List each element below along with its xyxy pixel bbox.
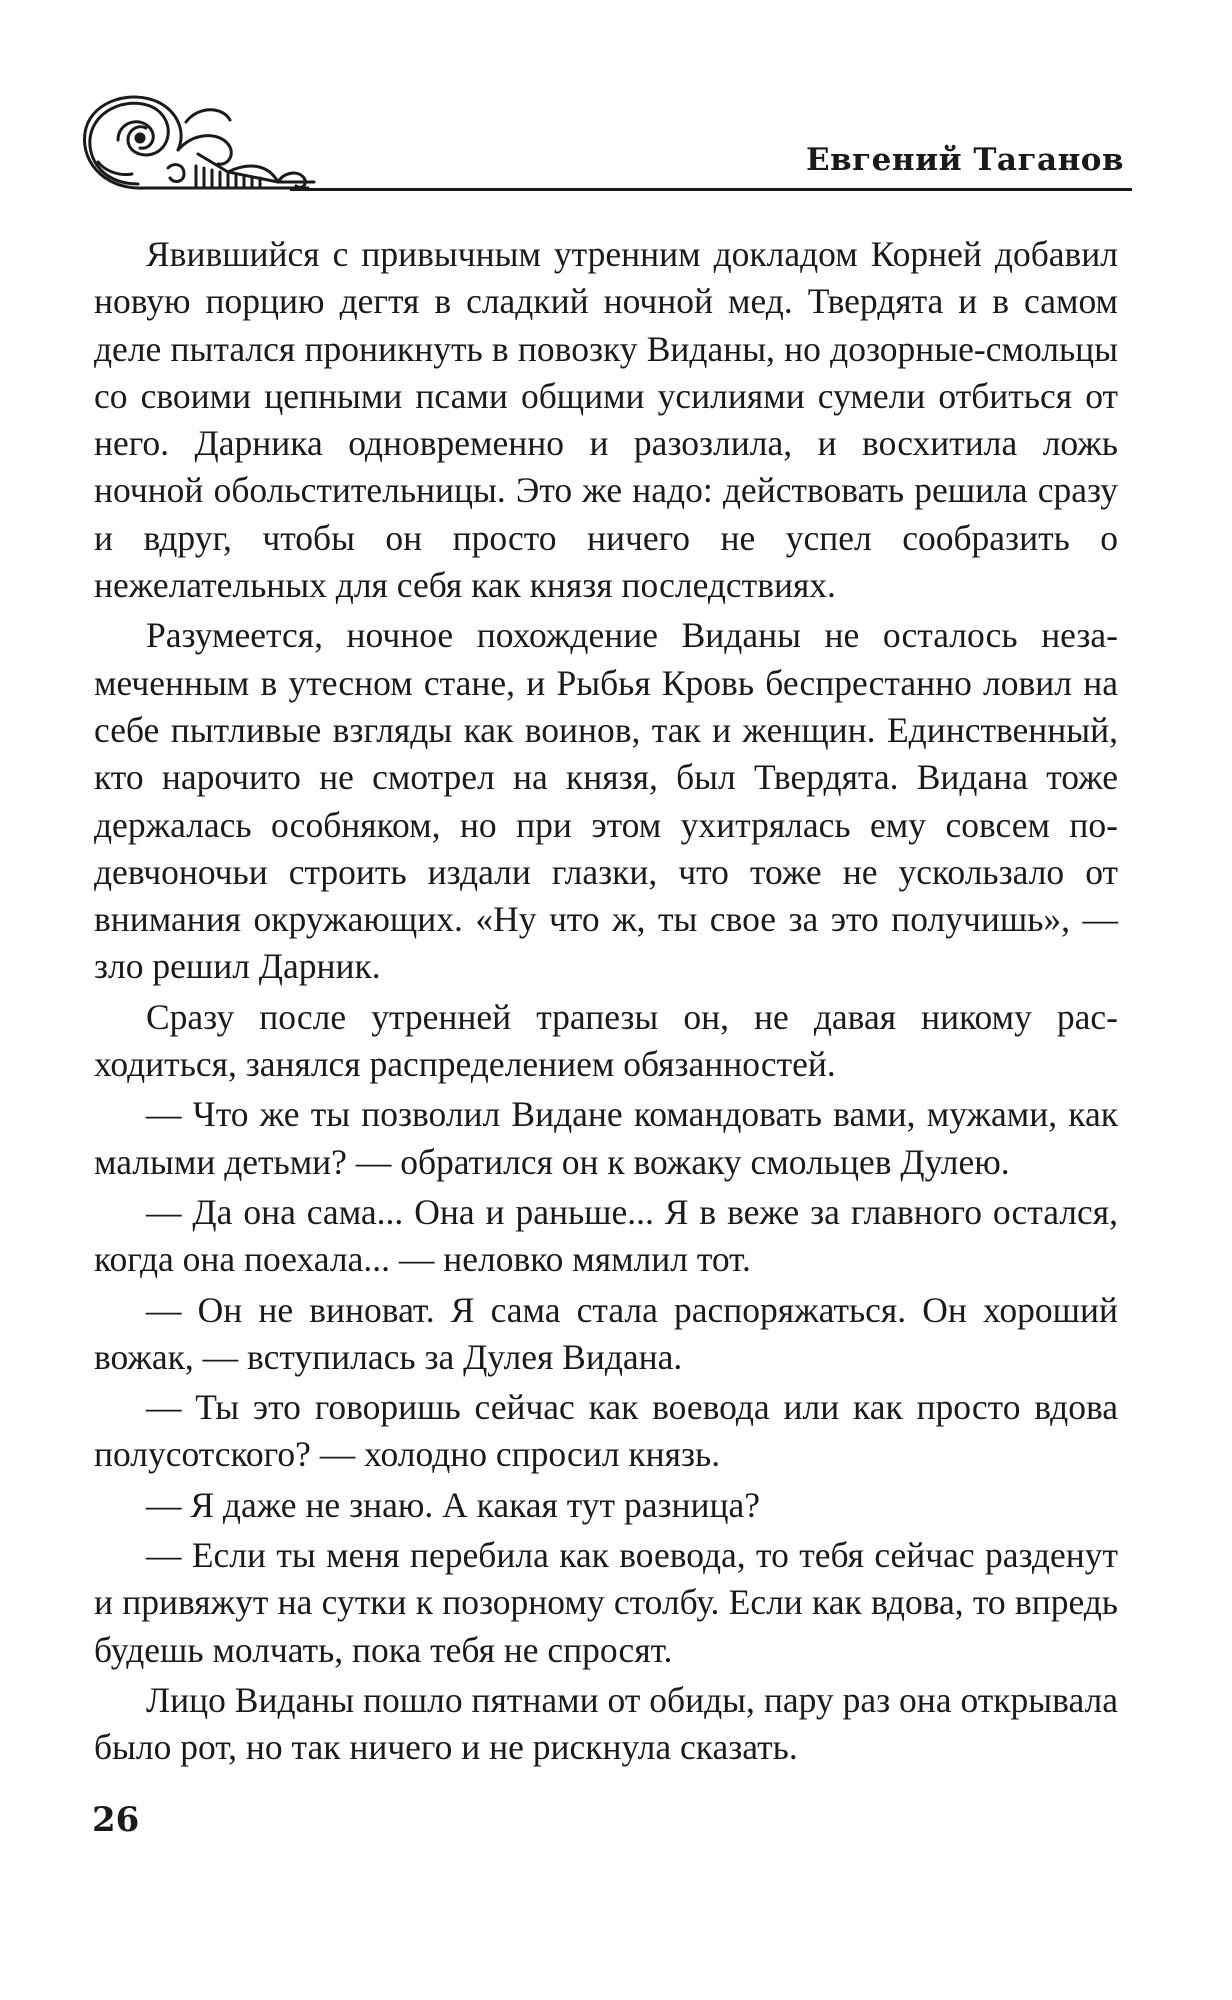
paragraph: Лицо Виданы пошло пятнами от обиды, пару раз она открывала было рот, но так ничего и не рискнула сказать. xyxy=(94,1679,1118,1768)
running-head: Евгений Таганов xyxy=(806,142,1124,178)
paragraph: — Он не виноват. Я сама стала распоряжаться. Он хороший вожак, — вступилась за Дулея Видана. xyxy=(94,1289,1118,1377)
scroll-ornament-icon xyxy=(78,92,318,196)
page-number: 26 xyxy=(92,1800,140,1840)
body-text xyxy=(94,231,1118,1775)
paragraph: Сразу после утренней трапезы он, не давая никому расходиться, занялся распределением обязанностей. xyxy=(94,996,1118,1085)
paragraph: — Да она сама... Она и раньше... Я в веже за главного остался, когда она поехала... — неловко мямлил тот. xyxy=(94,1191,1118,1280)
paragraph: — Ты это говоришь сейчас как воевода или как просто вдова полусотского? — холодно спросил князь. xyxy=(94,1387,1118,1475)
paragraph: Разумеется, ночное похождение Виданы не осталось незамеченным в утесном стане, и Рыбья Кровь беспрестанно ловил на себе пытливые взгляды как воинов, так и женщин. Единственный, кто нарочито не смотрел на князя, был Твердята. Видана тоже держалась особняком, но при этом ухитрялась ему совсем по-девчоночьи строить издали глазки, что тоже не ускользало от внимания окружающих. «Ну что ж, ты свое за это получишь», — зло решил Дарник. xyxy=(94,615,1118,987)
paragraph: — Если ты меня перебила как воевода, то тебя сейчас разденут и привяжут на сутки к позорному столбу. Если как вдова, то впредь будешь молчать, пока тебя не спросят. xyxy=(94,1535,1118,1670)
paragraph: — Я даже не знаю. А какая тут разница? xyxy=(146,1484,760,1525)
paragraph: — Что же ты позволил Видане командовать вами, мужами, как малыми детьми? — обратился он к вожаку смольцев Дулею. xyxy=(94,1094,1118,1182)
paragraph: Явившийся с привычным утренним докладом Корней добавил новую порцию дегтя в сладкий ночной мед. Твердята и в самом деле пытался проникнуть в повозку Виданы, но дозорные-смольцы со своими цепными псами общими усилиями сумели отбиться от него. Дарника одновременно и разозлила, и восхитила ложь ночной обольстительницы. Это же надо: действовать решила сразу и вдруг, чтобы он просто ничего не успел сообразить о нежелательных для себя как князя последствиях. xyxy=(94,234,1118,606)
header-rule xyxy=(290,188,1132,191)
